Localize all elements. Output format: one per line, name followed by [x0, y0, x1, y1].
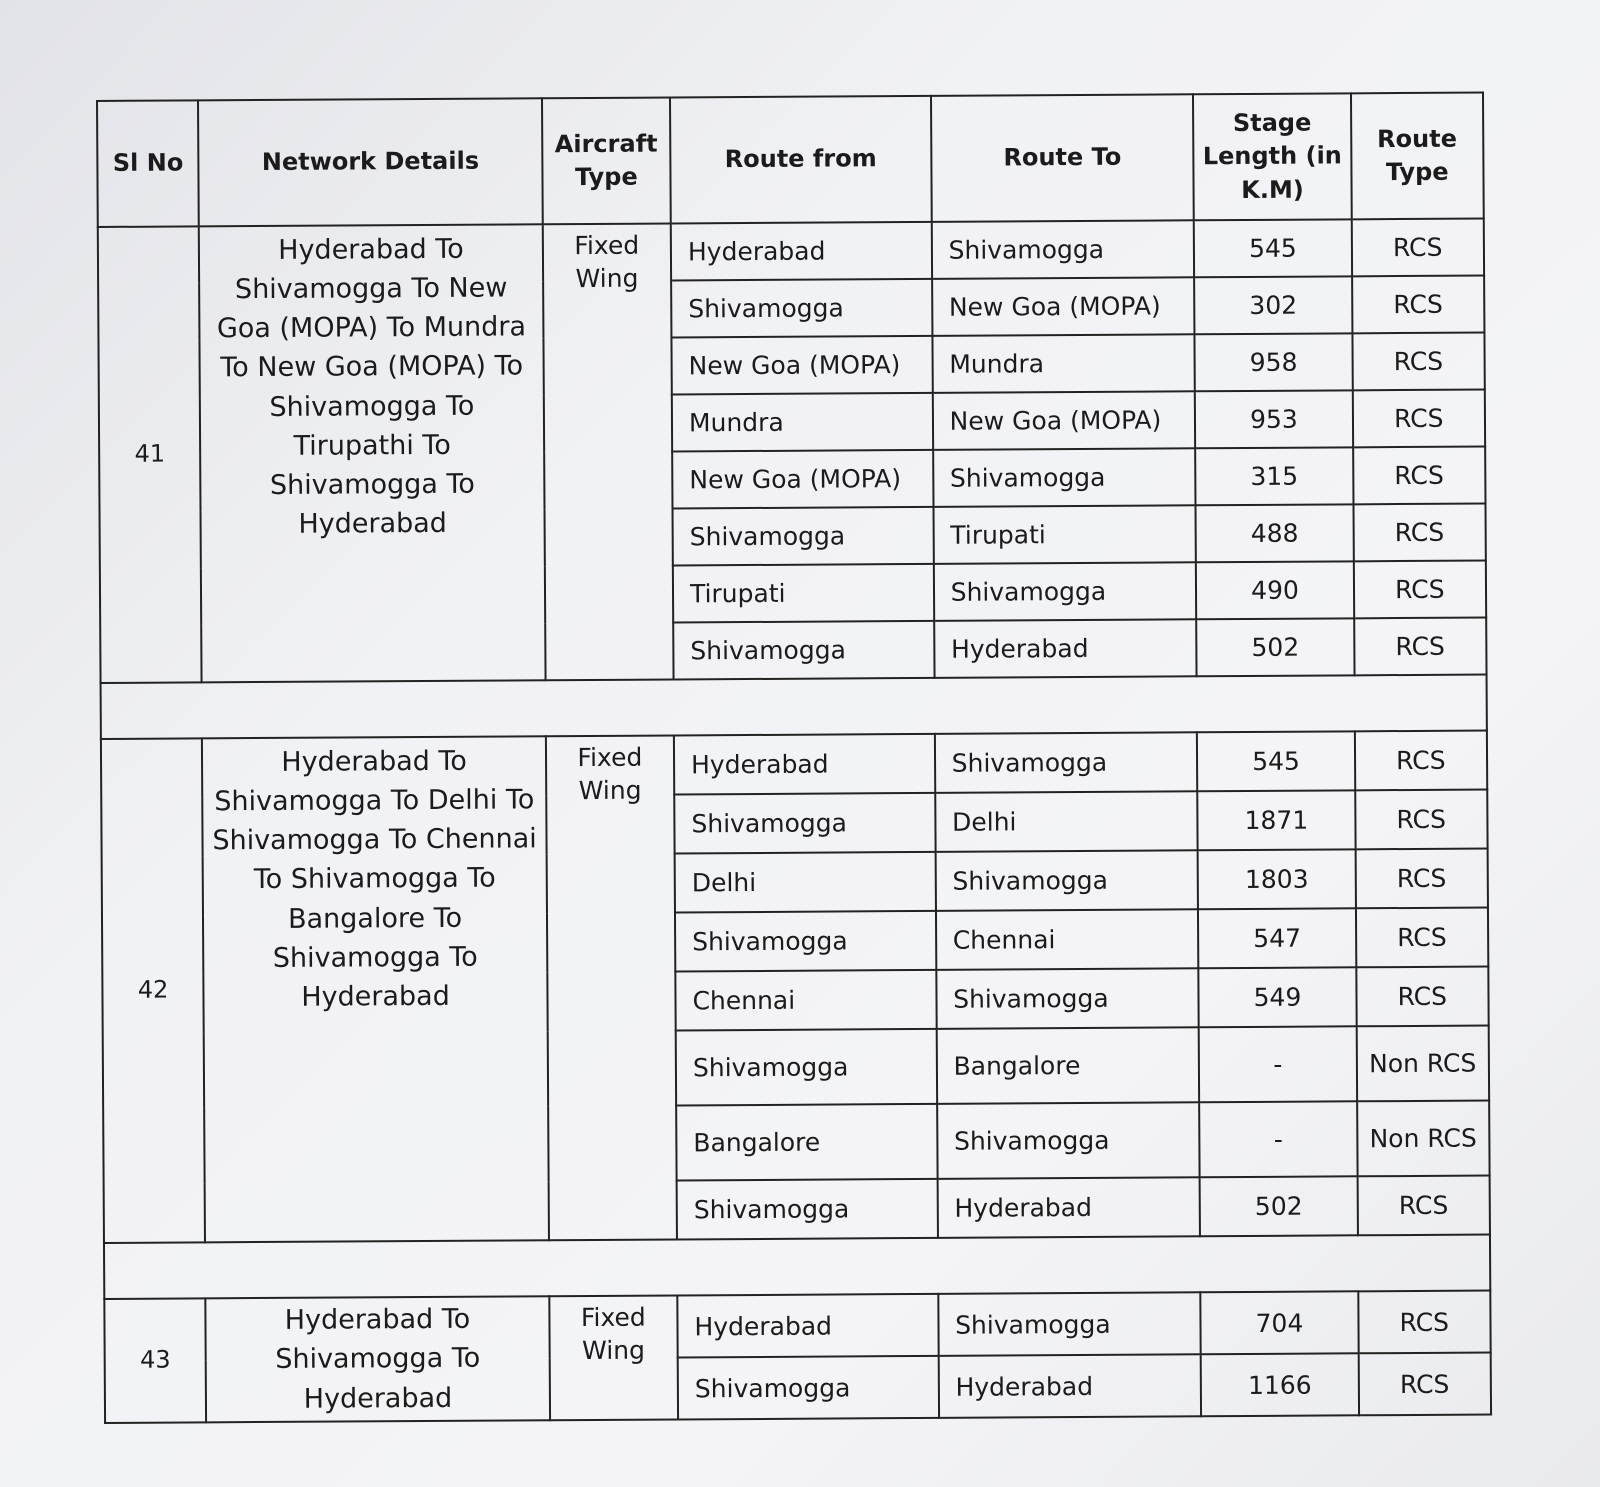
stage-length-cell: 704 [1201, 1291, 1359, 1354]
route-type-cell: RCS [1352, 276, 1485, 334]
table-row [104, 1291, 1490, 1361]
stage-length-cell: 958 [1195, 333, 1353, 391]
sl-no-cell: 42 [101, 738, 205, 1243]
header-route-to: Route To [931, 94, 1194, 222]
spacer-row [101, 675, 1487, 739]
stage-length-cell: 490 [1196, 561, 1354, 619]
aircraft-type-cell: Fixed Wing [549, 1295, 678, 1420]
stage-length-cell: 953 [1195, 390, 1353, 448]
header-sl-no: Sl No [97, 100, 199, 227]
route-to-cell: Shivamogga [935, 732, 1198, 793]
route-type-cell: RCS [1358, 1353, 1491, 1416]
aircraft-type-cell: Fixed Wing [543, 223, 674, 680]
route-from-cell: Shivamogga [673, 621, 934, 680]
sl-no-cell: 43 [104, 1298, 206, 1423]
route-to-cell: Chennai [936, 909, 1199, 970]
route-from-cell: Mundra [672, 393, 933, 452]
route-type-cell: RCS [1357, 1176, 1490, 1236]
stage-length-cell: 547 [1198, 908, 1356, 968]
route-to-cell: Tirupati [933, 505, 1196, 564]
route-from-cell: Chennai [675, 970, 936, 1031]
stage-length-cell: 315 [1196, 447, 1354, 505]
stage-length-cell: 502 [1197, 618, 1355, 676]
stage-length-cell: 545 [1197, 731, 1355, 791]
network-details-cell: Hyderabad To Shivamogga To New Goa (MOPA) To Mundra To New Goa (MOPA) To Shivamogga To Tirupathi To Shivamogga To Hyderabad [199, 224, 545, 682]
stage-length-cell: 549 [1199, 967, 1357, 1027]
spacer-cell [104, 1235, 1490, 1299]
stage-length-cell: 1803 [1198, 849, 1356, 909]
route-type-cell: Non RCS [1357, 1101, 1490, 1177]
stage-length-cell: - [1199, 1026, 1357, 1102]
route-to-cell: Shivamogga [935, 850, 1198, 911]
route-from-cell: Tirupati [673, 564, 934, 623]
route-to-cell: Shivamogga [937, 1102, 1200, 1179]
header-stage-length: Stage Length (in K.M) [1193, 93, 1351, 220]
route-table-sheet [96, 92, 1492, 1424]
route-type-cell: RCS [1352, 333, 1485, 391]
table-row [98, 219, 1484, 284]
route-type-cell: RCS [1354, 618, 1487, 676]
sl-no-cell: 41 [98, 226, 202, 683]
route-to-cell: Hyderabad [934, 619, 1197, 678]
stage-length-cell: - [1200, 1101, 1358, 1177]
spacer-cell [101, 675, 1487, 739]
route-type-cell: RCS [1351, 219, 1484, 277]
header-route-type: Route Type [1351, 93, 1484, 220]
route-to-cell: Hyderabad [938, 1354, 1201, 1418]
route-from-cell: Shivamogga [676, 1029, 937, 1106]
aircraft-type-cell: Fixed Wing [546, 735, 677, 1240]
route-from-cell: Hyderabad [671, 222, 932, 281]
route-to-cell: Shivamogga [933, 448, 1196, 507]
route-type-cell: RCS [1356, 908, 1489, 968]
route-to-cell: Bangalore [936, 1027, 1199, 1104]
route-type-cell: RCS [1354, 731, 1487, 791]
route-to-cell: New Goa (MOPA) [932, 391, 1195, 450]
route-from-cell: Hyderabad [677, 1294, 938, 1358]
route-to-cell: Shivamogga [938, 1292, 1201, 1356]
header-network-details: Network Details [198, 98, 542, 226]
route-from-cell: Shivamogga [671, 279, 932, 338]
route-from-cell: Shivamogga [673, 507, 934, 566]
route-from-cell: Bangalore [676, 1104, 937, 1181]
route-type-cell: RCS [1356, 967, 1489, 1027]
table-row [101, 731, 1487, 798]
route-from-cell: Shivamogga [675, 911, 936, 972]
route-from-cell: Hyderabad [674, 734, 935, 795]
stage-length-cell: 488 [1196, 504, 1354, 562]
route-type-cell: Non RCS [1356, 1026, 1489, 1102]
stage-length-cell: 1871 [1198, 790, 1356, 850]
header-row [97, 93, 1484, 227]
route-from-cell: Shivamogga [678, 1356, 939, 1420]
network-details-cell: Hyderabad To Shivamogga To Delhi To Shivamogga To Chennai To Shivamogga To Bangalore To Shivamogga To Hyderabad [202, 736, 548, 1242]
route-type-cell: RCS [1352, 390, 1485, 448]
route-to-cell: Hyderabad [937, 1177, 1200, 1238]
route-to-cell: Delhi [935, 791, 1198, 852]
stage-length-cell: 545 [1194, 219, 1352, 277]
route-from-cell: New Goa (MOPA) [671, 336, 932, 395]
header-aircraft-type: Aircraft Type [542, 97, 671, 224]
route-type-cell: RCS [1355, 849, 1488, 909]
route-to-cell: Shivamogga [933, 562, 1196, 621]
route-to-cell: Mundra [932, 334, 1195, 393]
stage-length-cell: 302 [1194, 276, 1352, 334]
route-from-cell: Shivamogga [677, 1179, 938, 1240]
route-to-cell: New Goa (MOPA) [932, 277, 1195, 336]
route-from-cell: Delhi [675, 852, 936, 913]
route-network-table [96, 92, 1492, 1424]
stage-length-cell: 502 [1200, 1176, 1358, 1236]
spacer-row [104, 1235, 1490, 1299]
route-type-cell: RCS [1353, 447, 1486, 505]
route-from-cell: New Goa (MOPA) [672, 450, 933, 509]
header-route-from: Route from [670, 96, 931, 224]
route-from-cell: Shivamogga [674, 793, 935, 854]
route-type-cell: RCS [1355, 790, 1488, 850]
route-to-cell: Shivamogga [936, 968, 1199, 1029]
network-details-cell: Hyderabad To Shivamogga To Hyderabad [206, 1296, 550, 1422]
route-to-cell: Shivamogga [931, 220, 1194, 279]
route-type-cell: RCS [1353, 504, 1486, 562]
route-type-cell: RCS [1358, 1291, 1491, 1354]
stage-length-cell: 1166 [1201, 1353, 1359, 1416]
route-type-cell: RCS [1353, 561, 1486, 619]
